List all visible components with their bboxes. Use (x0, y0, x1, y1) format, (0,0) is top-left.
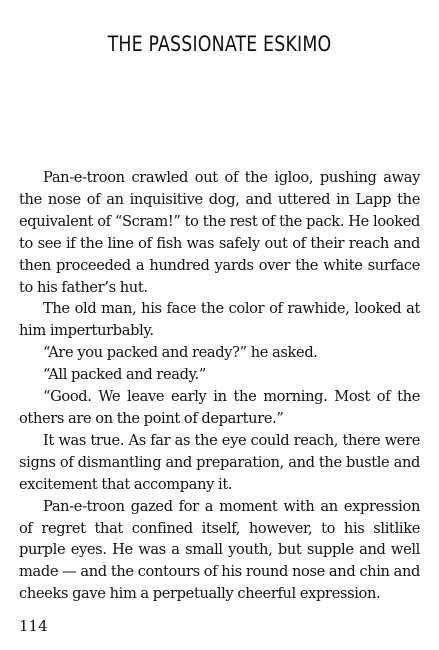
page-number: 114 (19, 617, 48, 635)
paragraph: “All packed and ready.” (43, 366, 206, 384)
paragraph: Pan-e-troon crawled out of the igloo, pushing away the nose of an inquisitive dog, and uttered in Lapp the equivalent of “Scram!” to the rest of the pack. He looked to see if the line of fish was safely out of their reach and then proceeded a hundred yards over the white surface to his father’s hut. (19, 169, 420, 296)
paragraph: “Good. We leave early in the morning. Most of the others are on the point of departure.” (19, 388, 420, 427)
paragraph: “Are you packed and ready?” he asked. (43, 344, 318, 362)
chapter-title: THE PASSIONATE ESKIMO (107, 32, 332, 56)
body-text (19, 167, 420, 605)
paragraph: Pan-e-troon gazed for a moment with an expression of regret that confined itself, however, to his slitlike purple eyes. He was a small youth, but supple and well made — and the contours of his round nose and chin and cheeks gave him a perpetually cheerful expression. (19, 497, 420, 603)
paragraph: The old man, his face the color of rawhide, looked at him imperturbably. (19, 300, 420, 340)
paragraph: It was true. As far as the eye could reach, there were signs of dismantling and preparation, and the bustle and excitement that accompany it. (19, 431, 420, 493)
